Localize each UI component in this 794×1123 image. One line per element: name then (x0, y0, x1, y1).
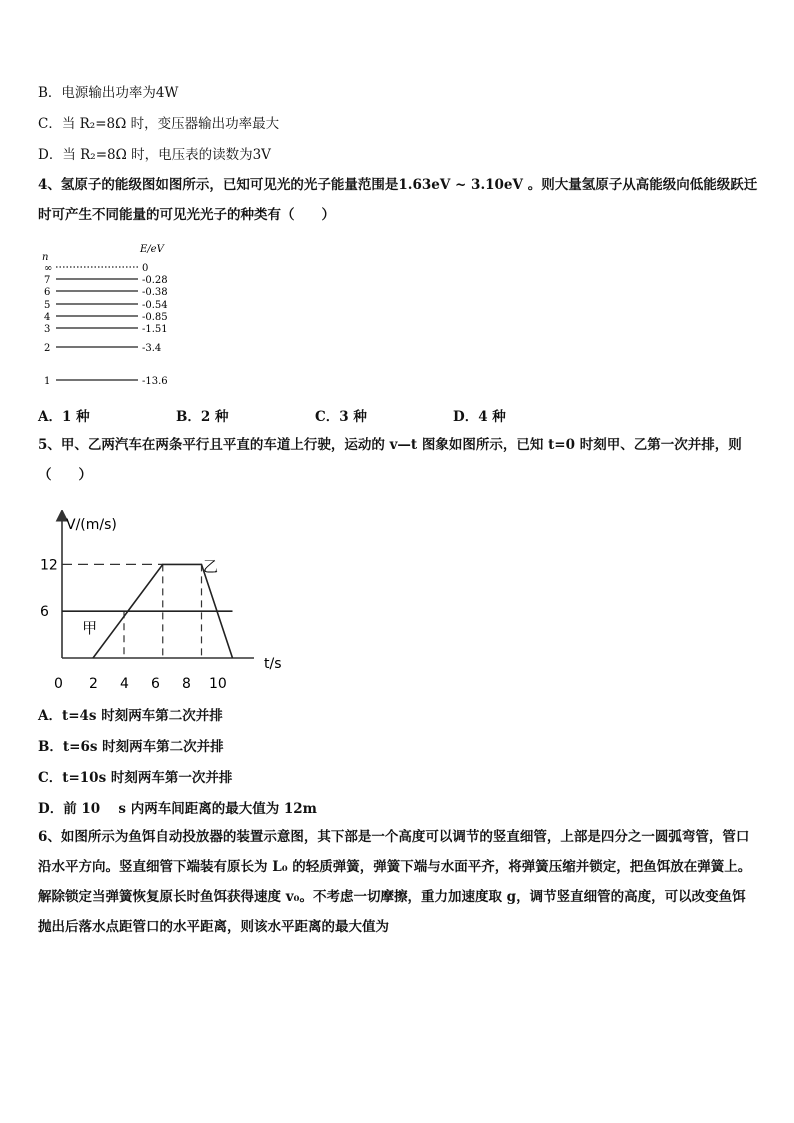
x-axis-label: t/s (264, 656, 282, 672)
level-energy-label: -3.4 (142, 343, 162, 354)
q4-option-b: B．2 种 (176, 409, 229, 425)
q3-option-c: C．当 R₂=8Ω 时，变压器输出功率最大 (38, 116, 280, 132)
q3-option-d: D．当 R₂=8Ω 时，电压表的读数为3V (38, 147, 271, 163)
q6-stem: 6、如图所示为鱼饵自动投放器的装置示意图，其下部是一个高度可以调节的竖直细管，上部是四分之一圆弧弯管，管口沿水平方向。竖直细管下端装有原长为 L₀ 的轻质弹簧，弹簧下端与水面平齐，将弹簧压缩并锁定，把鱼饵放在弹簧上。解除锁定当弹簧恢复原长时鱼饵获得速度 v₀。不考虑一切摩擦，重力加速度取 g，调节竖直细管的高度，可以改变鱼饵抛出后落水点距管口的水平距离，则该水平距离的最大值为 (38, 829, 752, 935)
series-label-jia: 甲 (82, 619, 98, 638)
level-energy-label: -0.85 (142, 312, 168, 323)
level-energy-label: -1.51 (142, 324, 168, 335)
y-axis-label: V/(m/s) (66, 517, 117, 533)
x-tick-label: 10 (209, 676, 227, 692)
x-tick-label: 0 (54, 676, 63, 692)
q5-option-a: A．t=4s 时刻两车第二次并排 (38, 708, 223, 724)
energy-axis-label: E/eV (140, 244, 164, 255)
level-n-label: ∞ (44, 263, 53, 274)
q5-option-b: B．t=6s 时刻两车第二次并排 (38, 739, 224, 755)
q5-option-c: C．t=10s 时刻两车第一次并排 (38, 770, 233, 786)
x-tick-label: 4 (120, 676, 129, 692)
level-n-label: 6 (44, 287, 51, 298)
q4-option-a: A．1 种 (38, 409, 90, 425)
level-energy-label: -0.54 (142, 300, 168, 311)
q4-option-d: D．4 种 (453, 409, 506, 425)
level-n-label: 1 (44, 376, 51, 387)
level-n-label: 3 (44, 324, 51, 335)
series-label-yi: 乙 (203, 557, 219, 576)
level-n-label: 2 (44, 343, 51, 354)
x-tick-label: 2 (89, 676, 98, 692)
level-n-label: 7 (44, 275, 51, 286)
y-tick-label: 6 (40, 604, 49, 621)
q5-stem: 5、甲、乙两汽车在两条平行且平直的车道上行驶，运动的 v—t 图象如图所示，已知 t=0 时刻甲、乙第一次并排，则（ ） (38, 437, 742, 483)
q3-option-b: B．电源输出功率为4W (38, 85, 179, 101)
q4-stem: 4、氢原子的能级图如图所示，已知可见光的光子能量范围是1.63eV ~ 3.10eV 。则大量氢原子从高能级向低能级跃迁时可产生不同能量的可见光光子的种类有（ ） (38, 177, 758, 223)
y-tick-label: 12 (40, 557, 58, 574)
x-tick-label: 6 (151, 676, 160, 692)
q4-option-c: C．3 种 (315, 409, 367, 425)
vt-graph (36, 510, 306, 695)
level-n-label: 4 (44, 312, 51, 323)
level-energy-label: -0.28 (142, 275, 168, 286)
level-energy-label: -0.38 (142, 287, 168, 298)
q5-option-d: D．前 10 s 内两车间距离的最大值为 12m (38, 801, 317, 817)
x-tick-label: 8 (182, 676, 191, 692)
n-axis-label: n (42, 252, 49, 263)
level-energy-label: 0 (142, 263, 149, 274)
level-n-label: 5 (44, 300, 51, 311)
level-energy-label: -13.6 (142, 376, 168, 387)
energy-level-diagram (36, 238, 186, 393)
